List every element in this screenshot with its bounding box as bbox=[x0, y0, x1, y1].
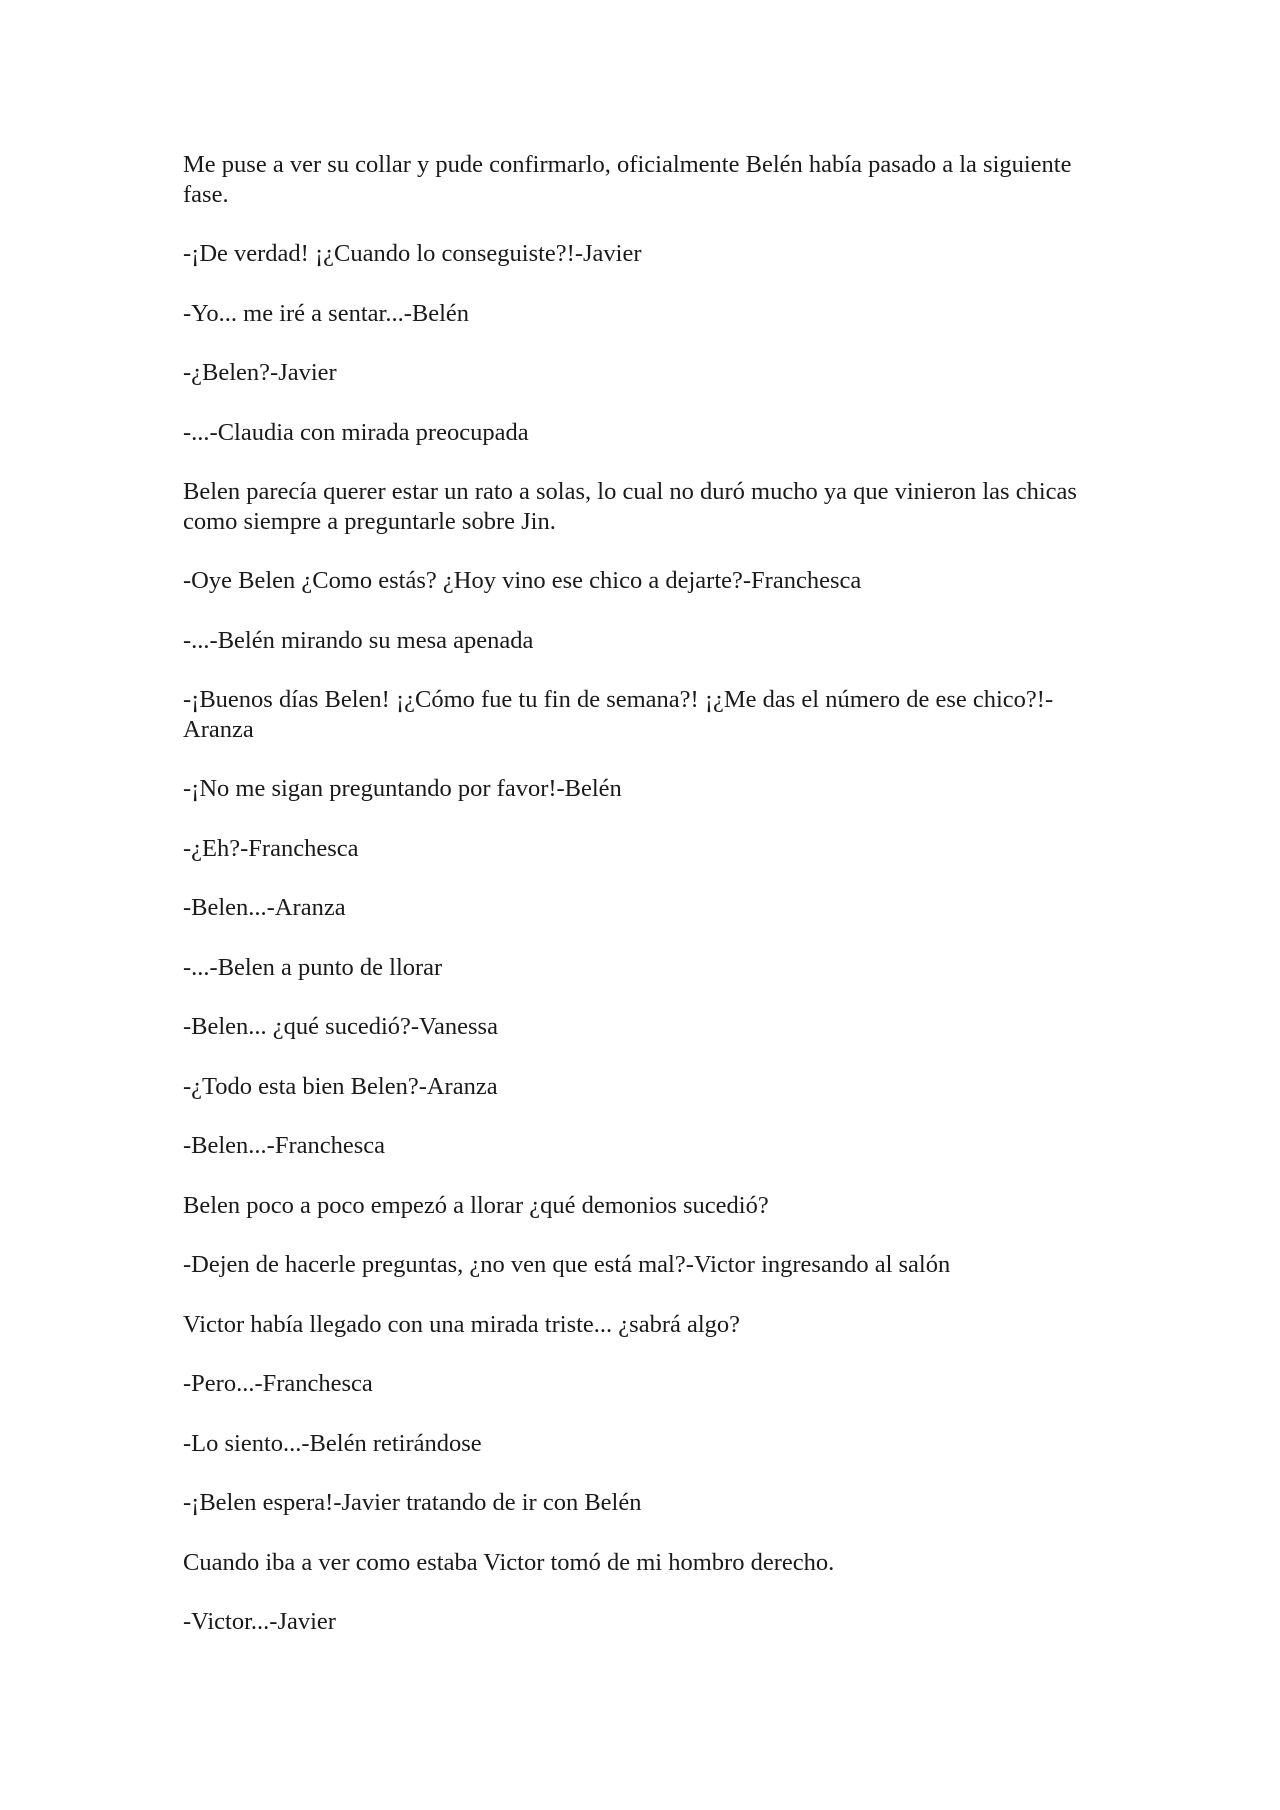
dialogue-line: -Lo siento...-Belén retirándose bbox=[183, 1429, 482, 1457]
dialogue-line: -Belen...-Aranza bbox=[183, 894, 346, 921]
dialogue-line: -Yo... me iré a sentar...-Belén bbox=[183, 299, 469, 327]
dialogue-line: -Dejen de hacerle preguntas, ¿no ven que está mal?-Victor ingresando al salón bbox=[183, 1251, 951, 1278]
dialogue-line: -...-Belen a punto de llorar bbox=[183, 953, 443, 981]
narration-paragraph: Belen parecía querer estar un rato a solas, lo cual no duró mucho ya que vinieron las chicas como siempre a preguntarle sobre Jin. bbox=[183, 478, 1077, 535]
narration-paragraph: Victor había llegado con una mirada triste... ¿sabrá algo? bbox=[183, 1310, 741, 1338]
dialogue-line: -¡Buenos días Belen! ¡¿Cómo fue tu fin de semana?! ¡¿Me das el número de ese chico?!-Aranza bbox=[183, 686, 1054, 743]
dialogue-line: -¿Belen?-Javier bbox=[183, 359, 337, 386]
dialogue-line: -¡No me sigan preguntando por favor!-Belén bbox=[183, 775, 622, 802]
dialogue-line: -...-Belén mirando su mesa apenada bbox=[183, 626, 534, 654]
dialogue-line: -Belen...-Franchesca bbox=[183, 1132, 386, 1159]
narration-paragraph: Me puse a ver su collar y pude confirmarlo, oficialmente Belén había pasado a la siguiente fase. bbox=[183, 151, 1072, 208]
dialogue-line: -Belen... ¿qué sucedió?-Vanessa bbox=[183, 1013, 498, 1040]
dialogue-line: -¡Belen espera!-Javier tratando de ir con Belén bbox=[183, 1489, 642, 1516]
dialogue-line: -...-Claudia con mirada preocupada bbox=[183, 418, 529, 446]
dialogue-line: -Pero...-Franchesca bbox=[183, 1370, 373, 1397]
dialogue-line: -Oye Belen ¿Como estás? ¿Hoy vino ese chico a dejarte?-Franchesca bbox=[183, 567, 862, 594]
dialogue-line: -Victor...-Javier bbox=[183, 1608, 336, 1635]
dialogue-line: -¡De verdad! ¡¿Cuando lo conseguiste?!-Javier bbox=[183, 240, 642, 267]
narration-paragraph: Belen poco a poco empezó a llorar ¿qué demonios sucedió? bbox=[183, 1191, 769, 1219]
dialogue-line: -¿Todo esta bien Belen?-Aranza bbox=[183, 1072, 498, 1100]
dialogue-line: -¿Eh?-Franchesca bbox=[183, 834, 359, 862]
narration-paragraph: Cuando iba a ver como estaba Victor tomó de mi hombro derecho. bbox=[183, 1548, 835, 1576]
document-body bbox=[183, 150, 1083, 1667]
